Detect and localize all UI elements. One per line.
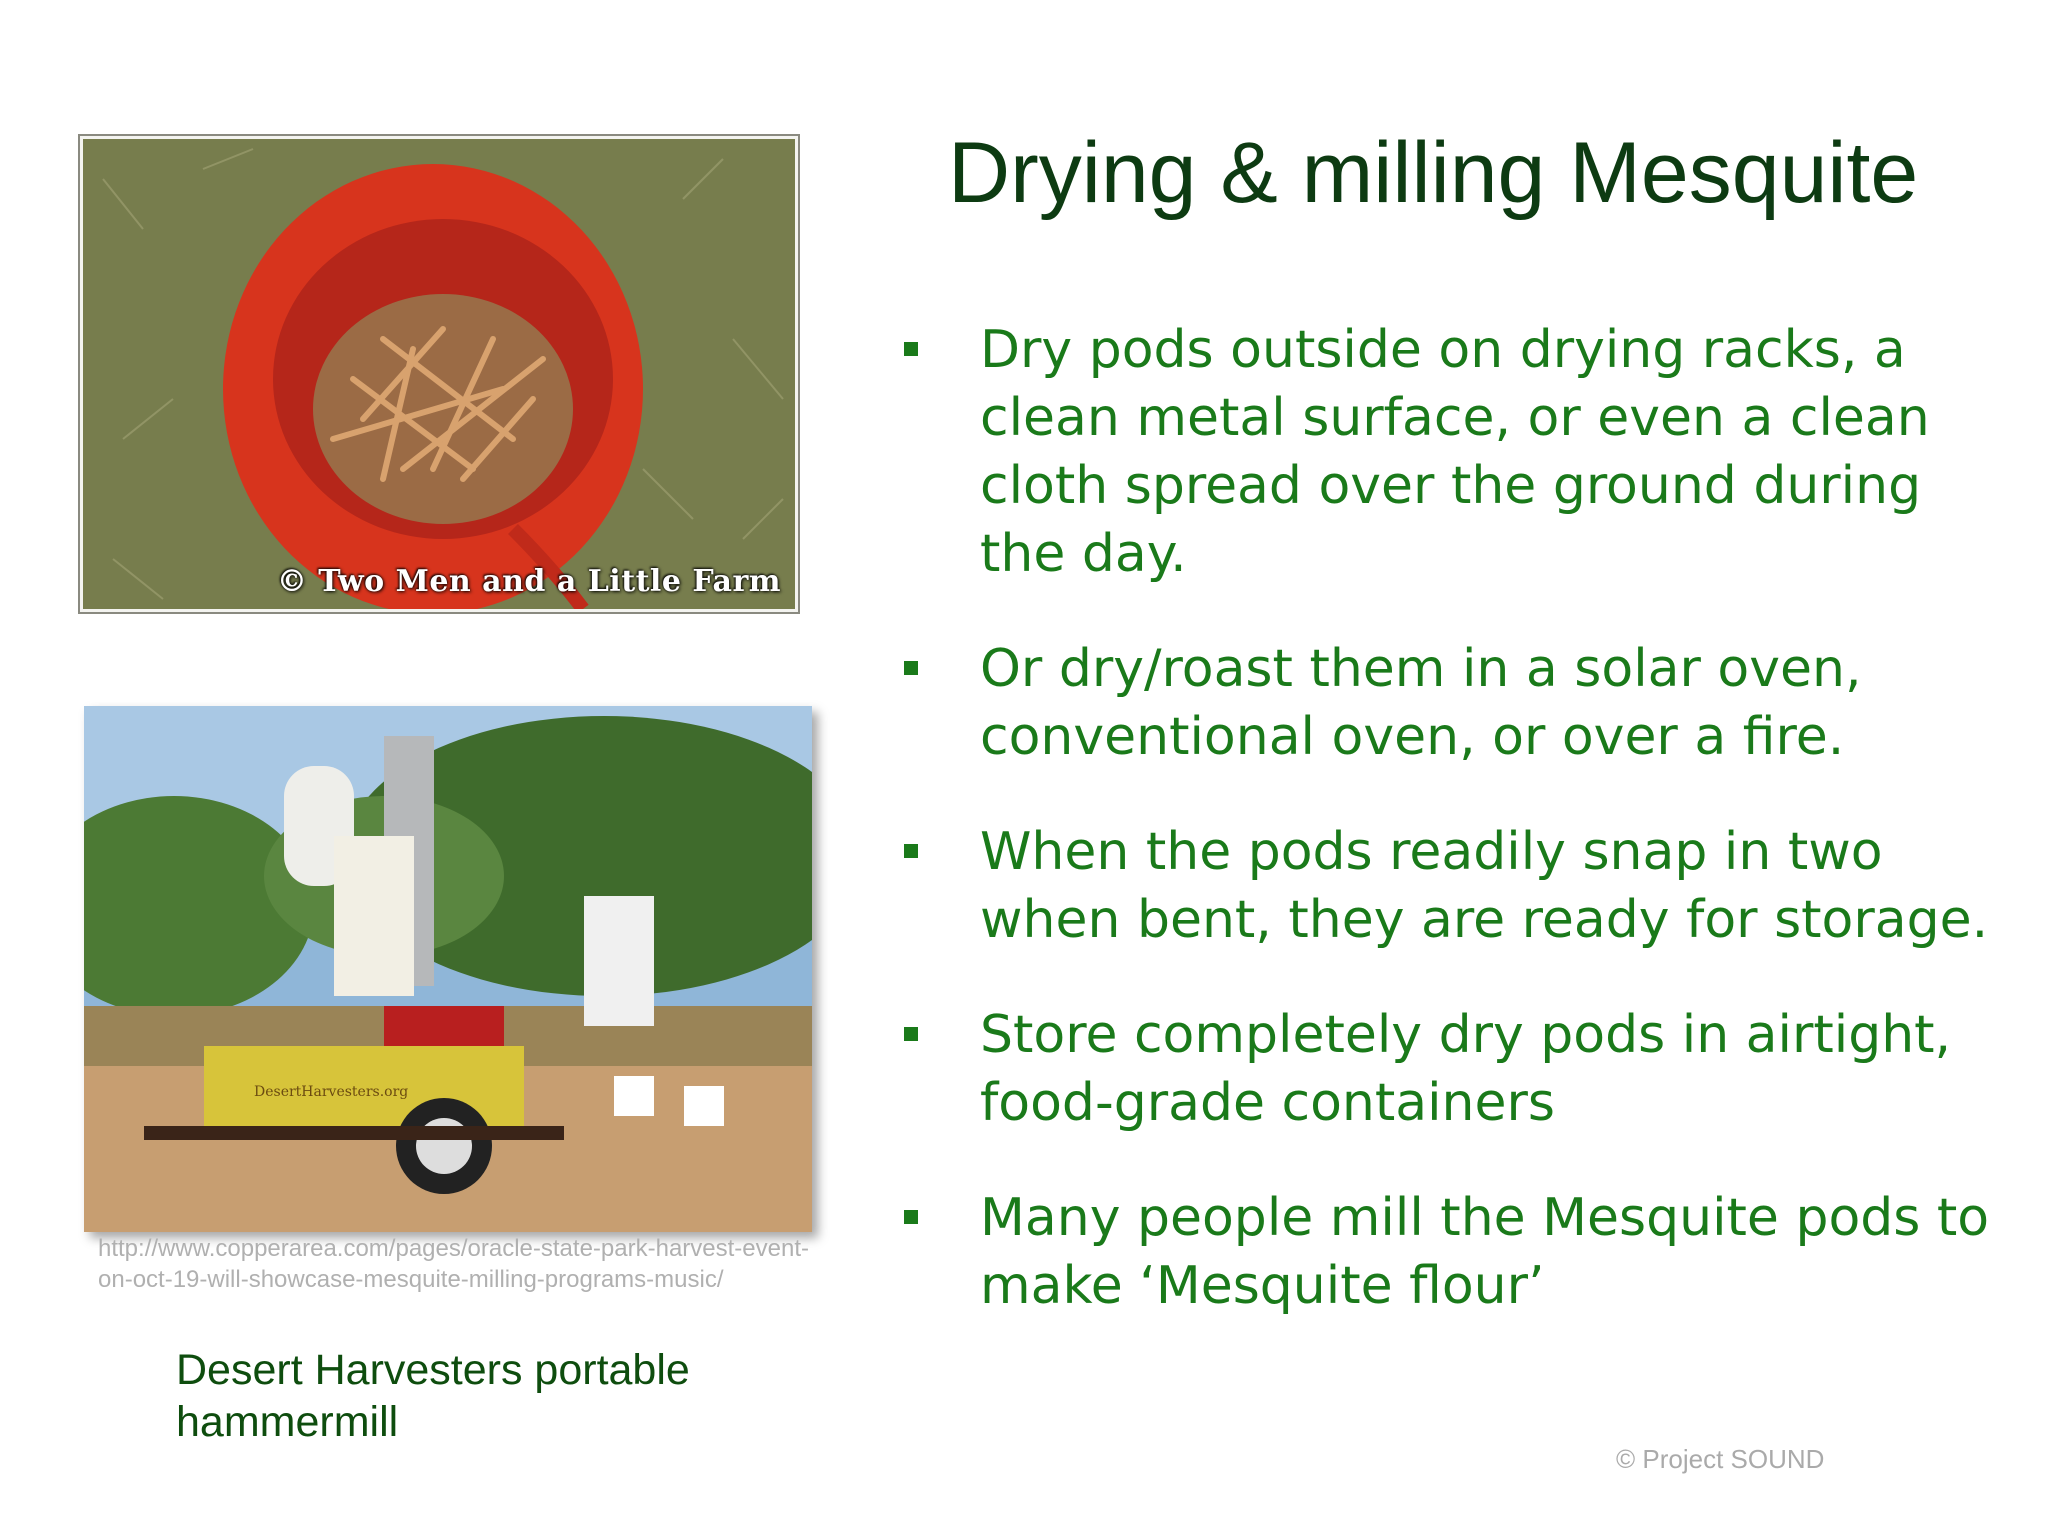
square-bullet-icon [904,661,918,675]
bullet-text: When the pods readily snap in two when bent, they are ready for storage. [980,822,1989,950]
square-bullet-icon [904,1027,918,1041]
square-bullet-icon [904,1210,918,1224]
bullet-list [900,316,2020,1367]
bullet-text: Dry pods outside on drying racks, a clean metal surface, or even a clean cloth spread over the ground during the day. [980,320,1930,584]
hammermill-caption: Desert Harvesters portable hammermill [176,1346,690,1446]
bullet-item [900,316,2020,588]
bucket-photo-image [83,139,795,609]
copyright-notice: © Project SOUND [1616,1444,1825,1474]
bullet-item [900,1184,2020,1320]
bullet-text: Many people mill the Mesquite pods to make ‘Mesquite flour’ [980,1188,1990,1316]
bullet-text: Store completely dry pods in airtight, food-grade containers [980,1005,1952,1133]
square-bullet-icon [904,342,918,356]
bullet-text: Or dry/roast them in a solar oven, conventional oven, or over a fire. [980,639,1862,767]
slide-title: Drying & milling Mesquite [948,125,1919,221]
photo-credit-label: © Two Men and a Little Farm [276,564,781,599]
square-bullet-icon [904,844,918,858]
photo-source-url: http://www.copperarea.com/pages/oracle-state-park-harvest-event-on-oct-19-will-showcase-mesquite-milling-programs-music/ [98,1235,809,1293]
hammermill-photo-image [84,706,812,1232]
bullet-item [900,1001,2020,1137]
hammermill-photo [84,706,812,1232]
bucket-photo [80,136,798,612]
trailer-sign-text: DesertHarvesters.org [254,1084,409,1100]
bullet-item [900,635,2020,771]
bullet-item [900,818,2020,954]
